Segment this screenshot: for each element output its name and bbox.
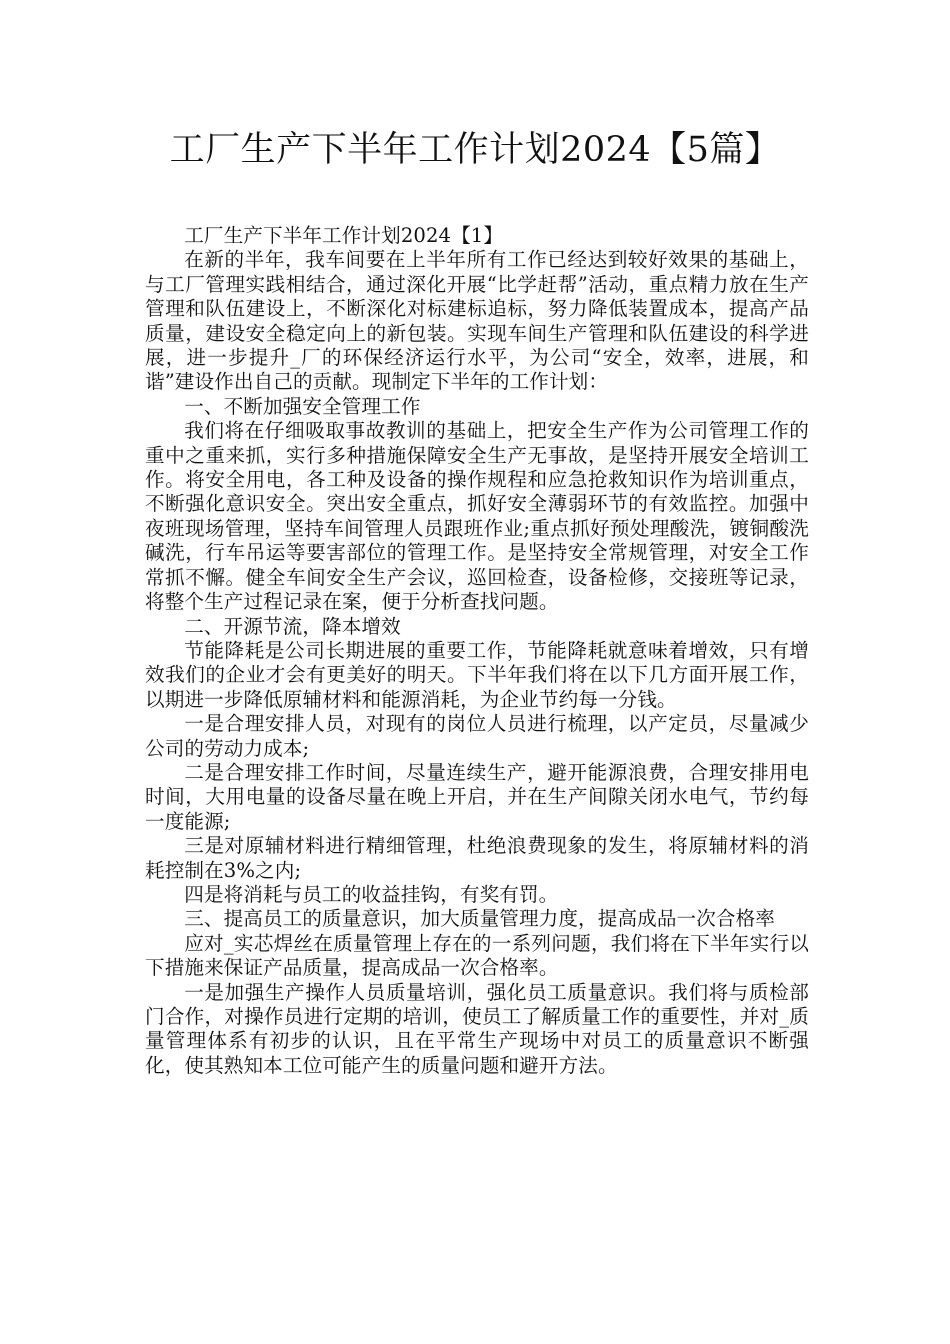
intro-paragraph: 在新的半年，我车间要在上半年所有工作已经达到较好效果的基础上，与工厂管理实践相结合，通过深化开展“比学赶帮”活动，重点精力放在生产管理和队伍建设上，不断深化对标建标追标，努力降低装置成本，提高产品质量，建设安全稳定向上的新包装。实现车间生产管理和队伍建设的科学进展，进一步提升_厂的环保经济运行水平，为公司“安全，效率，进展，和谐”建设作出自己的贡献。现制定下半年的工作计划： bbox=[145, 248, 809, 394]
cost-paragraph: 节能降耗是公司长期进展的重要工作，节能降耗就意味着增效，只有增效我们的企业才会有更美好的明天。下半年我们将在以下几方面开展工作，以期进一步降低原辅材料和能源消耗，为企业节约每一分钱。 bbox=[145, 638, 809, 711]
cost-item-1: 一是合理安排人员，对现有的岗位人员进行梳理，以产定员，尽量减少公司的劳动力成本; bbox=[145, 712, 809, 760]
document-title: 工厂生产下半年工作计划2024【5篇】 bbox=[169, 130, 781, 170]
safety-heading: 一、不断加强安全管理工作 bbox=[184, 394, 421, 418]
cost-item-4: 四是将消耗与员工的收益挂钩，有奖有罚。 bbox=[184, 882, 559, 906]
safety-paragraph: 我们将在仔细吸取事故教训的基础上，把安全生产作为公司管理工作的重中之重来抓，实行多种措施保障安全生产无事故，是坚持开展安全培训工作。将安全用电，各工种及设备的操作规程和应急抢救知识作为培训重点，不断强化意识安全。突出安全重点，抓好安全薄弱环节的有效监控。加强中夜班现场管理，坚持车间管理人员跟班作业;重点抓好预处理酸洗，镀铜酸洗碱洗，行车吊运等要害部位的管理工作。是坚持安全常规管理，对安全工作常抓不懈。健全车间安全生产会议，巡回检查，设备检修，交接班等记录，将整个生产过程记录在案，便于分析查找问题。 bbox=[145, 419, 809, 614]
quality-heading: 三、提高员工的质量意识，加大质量管理力度，提高成品一次合格率 bbox=[184, 907, 775, 931]
document-body bbox=[145, 224, 809, 1078]
quality-item-1: 一是加强生产操作人员质量培训，强化员工质量意识。我们将与质检部门合作，对操作员进行定期的培训，使员工了解质量工作的重要性，并对_质量管理体系有初步的认识，且在平常生产现场中对员工的质量意识不断强化，使其熟知本工位可能产生的质量问题和避开方法。 bbox=[145, 980, 809, 1077]
cost-item-3: 三是对原辅材料进行精细管理，杜绝浪费现象的发生，将原辅材料的消耗控制在3%之内; bbox=[145, 834, 809, 882]
section-heading-1: 工厂生产下半年工作计划2024【1】 bbox=[184, 224, 504, 247]
cost-item-2: 二是合理安排工作时间，尽量连续生产，避开能源浪费，合理安排用电时间，大用电量的设备尽量在晚上开启，并在生产间隙关闭水电气，节约每一度能源; bbox=[145, 760, 809, 833]
cost-heading: 二、开源节流，降本增效 bbox=[184, 614, 401, 638]
quality-paragraph: 应对_实芯焊丝在质量管理上存在的一系列问题，我们将在下半年实行以下措施来保证产品质量，提高成品一次合格率。 bbox=[145, 931, 809, 980]
